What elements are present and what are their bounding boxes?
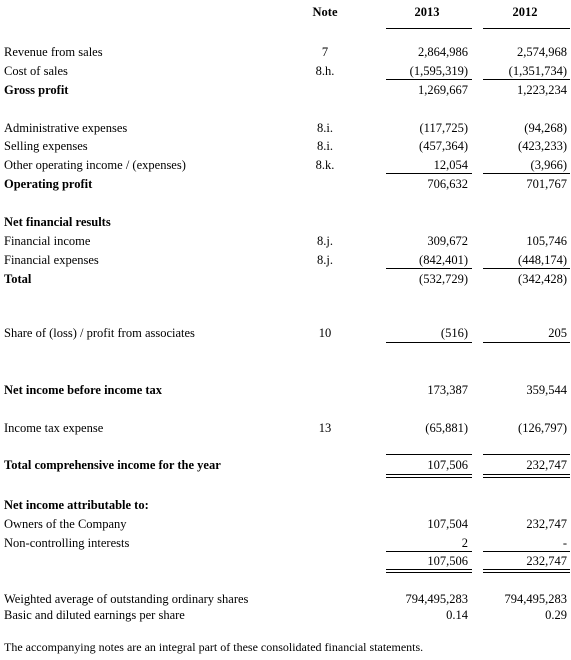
- subtotal-line-2013: [386, 79, 472, 80]
- row-value-2013: 706,632: [427, 177, 468, 191]
- row-value-2012: (1,351,734): [508, 64, 567, 78]
- row-value-2012: 1,223,234: [517, 83, 567, 97]
- row-label: Basic and diluted earnings per share: [4, 608, 185, 622]
- double-underline-2013: [386, 572, 472, 573]
- row-value-2013: (65,881): [425, 421, 468, 435]
- header-underline-2012: [483, 28, 570, 29]
- owners-of-company-row: [0, 516, 571, 532]
- subtotal-line-2012: [483, 79, 570, 80]
- financial-expenses-row: [0, 252, 571, 268]
- double-underline-2013: [386, 474, 472, 475]
- row-value-2013: (117,725): [419, 121, 468, 135]
- non-controlling-interests-row: [0, 535, 571, 551]
- double-underline-2013: [386, 477, 472, 478]
- row-label: Other operating income / (expenses): [4, 158, 186, 172]
- row-value-2013: 309,672: [427, 234, 468, 248]
- gross-profit-row: [0, 82, 571, 98]
- net-income-before-tax-row: [0, 382, 571, 398]
- row-label: Income tax expense: [4, 421, 104, 435]
- row-value-2012: (3,966): [530, 158, 567, 172]
- row-value-2013: (457,364): [419, 139, 468, 153]
- operating-profit-row: [0, 176, 571, 192]
- row-value-2012: 205: [548, 326, 567, 340]
- row-value-2013: 0.14: [446, 608, 468, 622]
- subtotal-line-2013: [386, 173, 472, 174]
- share-of-associates-row: [0, 325, 571, 341]
- subtotal-line-2013: [386, 342, 472, 343]
- row-note: 8.h.: [315, 64, 335, 78]
- row-label: Financial income: [4, 234, 91, 248]
- section-heading: Net financial results: [4, 215, 111, 229]
- total-line-2012: [483, 454, 570, 455]
- row-label: Gross profit: [4, 83, 69, 97]
- row-note: 10: [318, 326, 332, 340]
- subtotal-line-2013: [386, 268, 472, 269]
- row-value-2013: (532,729): [419, 272, 468, 286]
- row-note: 7: [321, 45, 329, 59]
- row-value-2012: 232,747: [526, 554, 567, 568]
- row-value-2013: 173,387: [427, 383, 468, 397]
- weighted-average-shares-row: [0, 591, 571, 607]
- row-value-2013: 107,506: [427, 554, 468, 568]
- row-value-2012: (94,268): [524, 121, 567, 135]
- row-label: Selling expenses: [4, 139, 88, 153]
- cost-of-sales-row: [0, 63, 571, 79]
- row-value-2012: 105,746: [526, 234, 567, 248]
- double-underline-2012: [483, 474, 570, 475]
- row-label: Total: [4, 272, 32, 286]
- column-header-row: [0, 4, 571, 20]
- row-value-2012: -: [562, 536, 567, 550]
- year-2013-column-header: 2013: [414, 5, 440, 19]
- row-label: Administrative expenses: [4, 121, 128, 135]
- row-value-2012: 794,495,283: [504, 592, 567, 606]
- row-note: 8.i.: [317, 121, 333, 135]
- footnote: The accompanying notes are an integral part of these consolidated financial statements.: [4, 640, 424, 654]
- row-value-2012: 701,767: [526, 177, 567, 191]
- attribution-total-row: [0, 553, 571, 569]
- total-comprehensive-income-row: [0, 457, 571, 473]
- row-note: 8.j.: [317, 253, 333, 267]
- row-value-2013: 12,054: [433, 158, 468, 172]
- row-label: Total comprehensive income for the year: [4, 458, 221, 472]
- row-value-2012: 232,747: [526, 517, 567, 531]
- row-label: Weighted average of outstanding ordinary shares: [4, 592, 249, 606]
- total-line-2013: [386, 454, 472, 455]
- row-value-2013: 1,269,667: [418, 83, 468, 97]
- row-note: 8.i.: [317, 139, 333, 153]
- subtotal-line-2012: [483, 268, 570, 269]
- administrative-expenses-row: [0, 120, 571, 136]
- row-value-2013: 794,495,283: [405, 592, 468, 606]
- row-value-2012: (448,174): [518, 253, 567, 267]
- selling-expenses-row: [0, 138, 571, 154]
- net-income-attributable-heading: [0, 497, 571, 513]
- double-underline-2012: [483, 477, 570, 478]
- earnings-per-share-row: [0, 607, 571, 623]
- row-value-2013: 2,864,986: [418, 45, 468, 59]
- row-note: 8.j.: [317, 234, 333, 248]
- row-note: 8.k.: [315, 158, 335, 172]
- row-value-2012: (126,797): [518, 421, 567, 435]
- row-value-2013: 2: [461, 536, 468, 550]
- header-underline-2013: [386, 28, 472, 29]
- double-underline-2013: [386, 569, 472, 570]
- row-value-2012: (342,428): [518, 272, 567, 286]
- row-value-2012: 359,544: [526, 383, 567, 397]
- subtotal-line-2012: [483, 173, 570, 174]
- year-2012-column-header: 2012: [512, 5, 538, 19]
- double-underline-2012: [483, 569, 570, 570]
- row-value-2013: (842,401): [419, 253, 468, 267]
- row-value-2013: 107,506: [427, 458, 468, 472]
- row-label: Share of (loss) / profit from associates: [4, 326, 195, 340]
- row-note: 13: [318, 421, 332, 435]
- row-value-2013: (1,595,319): [409, 64, 468, 78]
- row-label: Financial expenses: [4, 253, 99, 267]
- row-label: Owners of the Company: [4, 517, 127, 531]
- revenue-row: [0, 44, 571, 60]
- financial-total-row: [0, 271, 571, 287]
- financial-income-row: [0, 233, 571, 249]
- row-value-2013: (516): [440, 326, 468, 340]
- row-value-2012: 0.29: [545, 608, 567, 622]
- section-heading: Net income attributable to:: [4, 498, 149, 512]
- row-label: Revenue from sales: [4, 45, 103, 59]
- row-value-2012: 2,574,968: [517, 45, 567, 59]
- other-operating-income-row: [0, 157, 571, 173]
- row-label: Net income before income tax: [4, 383, 163, 397]
- row-value-2012: (423,233): [518, 139, 567, 153]
- income-tax-expense-row: [0, 420, 571, 436]
- row-label: Non-controlling interests: [4, 536, 130, 550]
- subtotal-line-2013: [386, 551, 472, 552]
- net-financial-results-heading: [0, 214, 571, 230]
- row-value-2013: 107,504: [427, 517, 468, 531]
- subtotal-line-2012: [483, 342, 570, 343]
- double-underline-2012: [483, 572, 570, 573]
- row-label: Operating profit: [4, 177, 93, 191]
- note-column-header: Note: [312, 5, 338, 19]
- row-value-2012: 232,747: [526, 458, 567, 472]
- subtotal-line-2012: [483, 551, 570, 552]
- row-label: Cost of sales: [4, 64, 68, 78]
